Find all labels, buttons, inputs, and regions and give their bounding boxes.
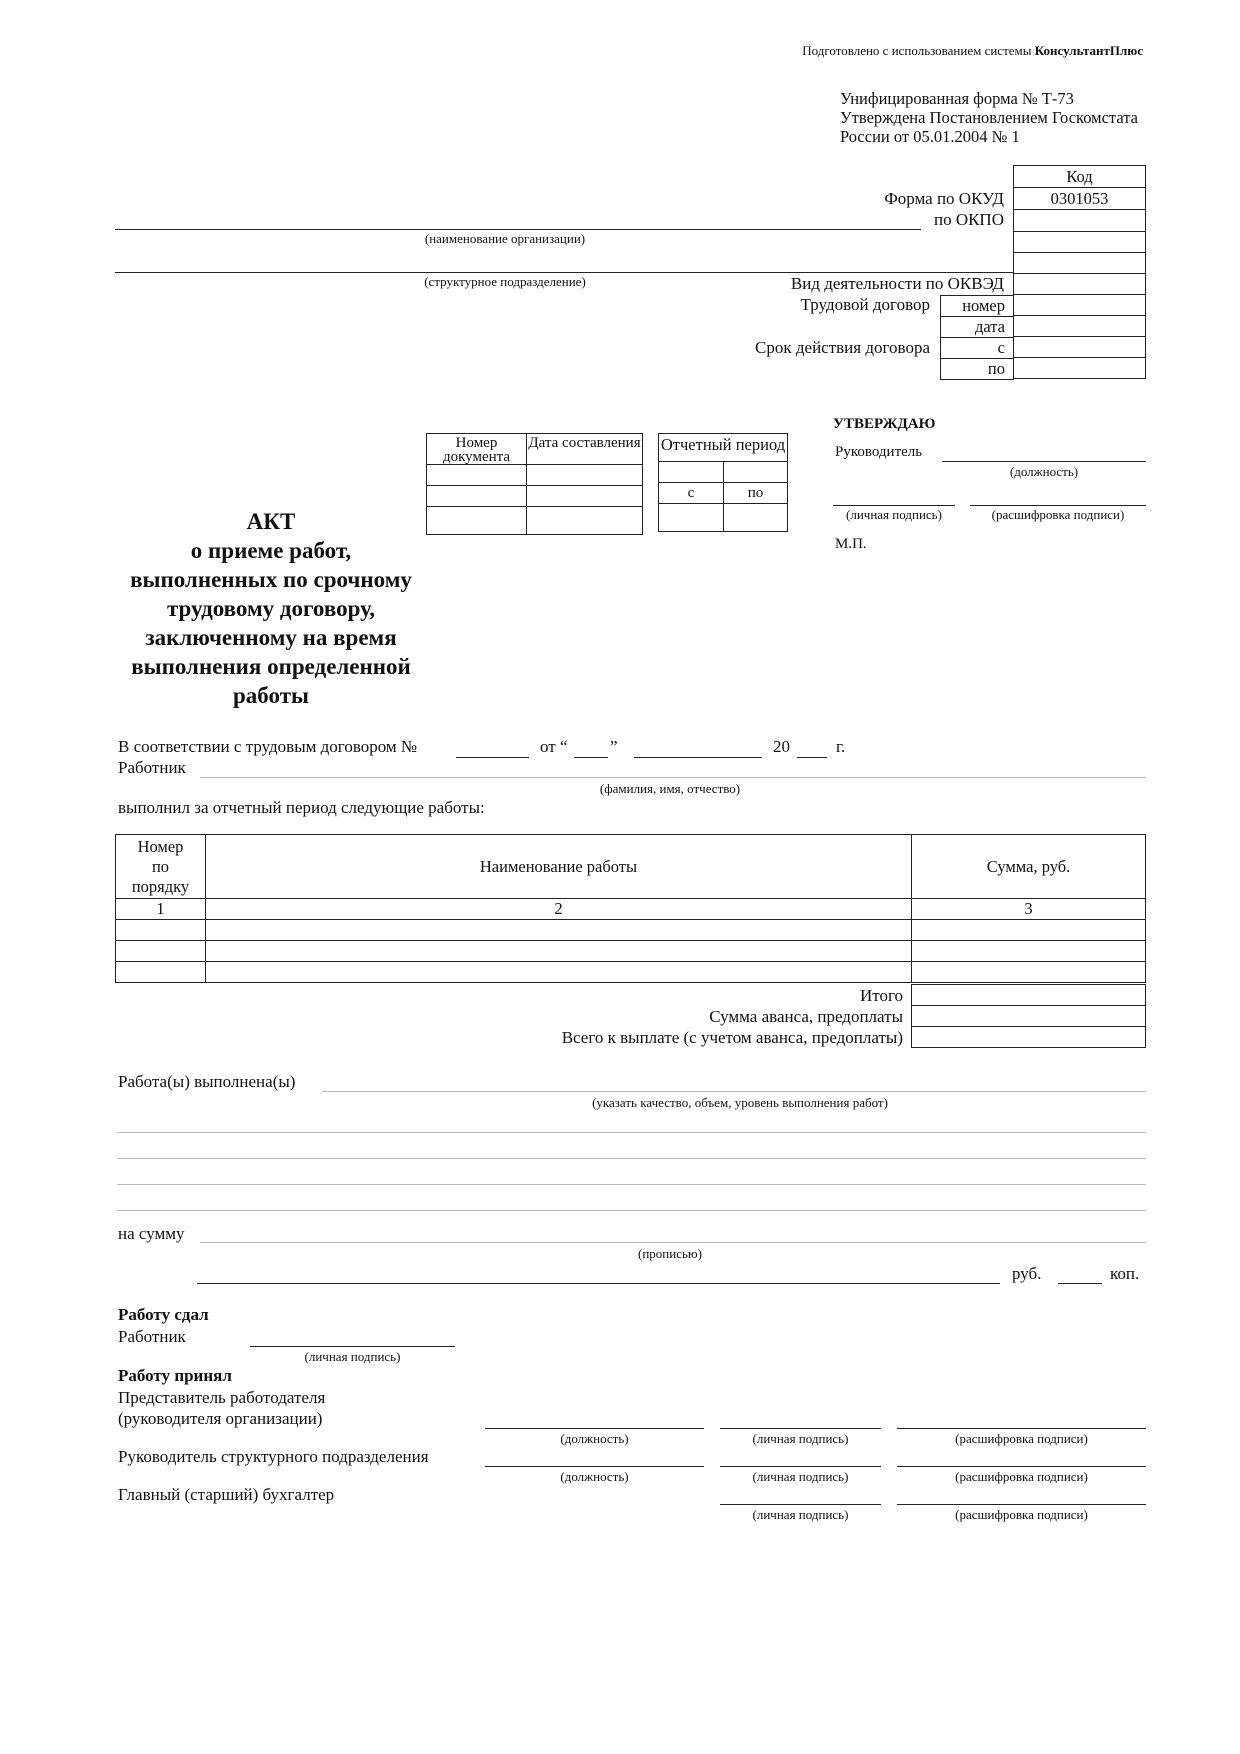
doc-number-cell[interactable] <box>427 486 527 507</box>
title-line: АКТ <box>246 509 296 534</box>
form-date: России от 05.01.2004 № 1 <box>840 127 1020 146</box>
col-work-name-header: Наименование работы <box>206 835 912 899</box>
year-suffix: г. <box>836 737 846 756</box>
accountant-decode-line[interactable] <box>897 1504 1146 1505</box>
row-number-cell[interactable] <box>116 920 206 941</box>
rub-label: руб. <box>1012 1264 1042 1283</box>
dept-head-position-line[interactable] <box>485 1466 704 1467</box>
rep-position-line[interactable] <box>485 1428 704 1429</box>
okpo-code[interactable] <box>1014 210 1146 232</box>
period-table <box>658 433 788 532</box>
title-line: заключенному на время <box>145 625 397 650</box>
table-row <box>116 920 1146 941</box>
accountant-signature-caption: (личная подпись) <box>752 1507 849 1522</box>
dept-head-position-caption: (должность) <box>560 1469 629 1484</box>
doc-date-cell[interactable] <box>527 507 643 535</box>
rep-decode-line[interactable] <box>897 1428 1146 1429</box>
work-done-label: Работа(ы) выполнена(ы) <box>118 1072 296 1091</box>
period-from-cell[interactable] <box>659 504 724 532</box>
number-label: номер <box>941 296 1014 317</box>
advance-label: Сумма аванса, предоплаты <box>709 1007 903 1026</box>
sum-words-line[interactable] <box>200 1242 1146 1243</box>
dept-head-signature-caption: (личная подпись) <box>752 1469 849 1484</box>
brand-name: КонсультантПлюс <box>1034 43 1143 58</box>
to-pay-label: Всего к выплате (с учетом аванса, предоплаты) <box>561 1028 903 1047</box>
kop-line[interactable] <box>1058 1283 1102 1284</box>
total-label: Итого <box>859 986 903 1005</box>
okud-label: Форма по ОКУД <box>884 189 1004 208</box>
words-caption: (прописью) <box>638 1246 702 1261</box>
kop-label: коп. <box>1110 1264 1140 1283</box>
contract-date-cell[interactable] <box>1014 316 1146 337</box>
fio-caption: (фамилия, имя, отчество) <box>599 781 741 796</box>
contract-number-cell[interactable] <box>1014 295 1146 316</box>
doc-date-cell[interactable] <box>527 486 643 507</box>
code-table <box>1013 165 1146 379</box>
row-number-cell[interactable] <box>116 941 206 962</box>
accepted-title: Работу принял <box>118 1366 232 1385</box>
works-table <box>115 834 1146 983</box>
dept-line[interactable] <box>115 272 1013 273</box>
description-line[interactable] <box>117 1184 1146 1185</box>
org-name-line[interactable] <box>115 229 921 230</box>
doc-date-header: Дата составления <box>527 434 643 465</box>
quality-caption: (указать качество, объем, уровень выполнения работ) <box>592 1095 888 1110</box>
col-number-header <box>116 835 206 899</box>
to-pay-cell[interactable] <box>912 1027 1146 1048</box>
sum-label: на сумму <box>118 1224 185 1243</box>
handed-title: Работу сдал <box>118 1305 209 1324</box>
dept-caption: (структурное подразделение) <box>424 274 586 289</box>
rep-position-caption: (должность) <box>560 1431 629 1446</box>
worker-label: Работник <box>118 758 186 777</box>
rep-signature-caption: (личная подпись) <box>752 1431 849 1446</box>
col-sum-header: Сумма, руб. <box>912 835 1146 899</box>
row-sum-cell[interactable] <box>912 920 1146 941</box>
okpo-label: по ОКПО <box>933 210 1004 229</box>
year-line[interactable] <box>797 757 827 758</box>
table-row <box>116 962 1146 983</box>
contract-number-line[interactable] <box>456 757 529 758</box>
stamp-place: М.П. <box>835 536 867 552</box>
worker-signature-caption: (личная подпись) <box>304 1349 401 1364</box>
row-work-cell[interactable] <box>206 962 912 983</box>
accountant-decode-caption: (расшифровка подписи) <box>955 1507 1088 1522</box>
to-label: по <box>941 359 1014 380</box>
code-header: Код <box>1014 166 1146 188</box>
position-caption: (должность) <box>1009 464 1079 479</box>
work-done-line[interactable] <box>322 1091 1146 1092</box>
accountant-signature-line[interactable] <box>720 1504 881 1505</box>
contract-subtable <box>940 295 1014 380</box>
row-work-cell[interactable] <box>206 920 912 941</box>
form-number: Унифицированная форма № Т-73 <box>840 89 1074 108</box>
decode-caption: (расшифровка подписи) <box>991 507 1125 522</box>
year-prefix: 20 <box>773 737 790 756</box>
employer-rep-line2: (руководителя организации) <box>118 1409 323 1428</box>
signature-caption: (личная подпись) <box>846 507 942 522</box>
document-title <box>110 507 432 710</box>
contract-prefix: В соответствии с трудовым договором № <box>118 737 418 756</box>
from-word: от “ <box>540 737 568 756</box>
from-label: с <box>941 338 1014 359</box>
title-line: работы <box>233 683 309 708</box>
row-sum-cell[interactable] <box>912 941 1146 962</box>
period-from-label: с <box>659 483 724 504</box>
okved-code[interactable] <box>1014 274 1146 295</box>
period-header: Отчетный период <box>659 434 788 462</box>
month-line[interactable] <box>634 757 762 758</box>
col-number-line: порядку <box>131 876 190 896</box>
okud-code: 0301053 <box>1014 188 1146 210</box>
col-number-line: по <box>151 856 170 876</box>
head-label: Руководитель <box>835 444 923 460</box>
term-to-cell[interactable] <box>1014 358 1146 379</box>
worker-signature-line[interactable] <box>250 1346 455 1347</box>
doc-date-cell[interactable] <box>527 465 643 486</box>
term-from-cell[interactable] <box>1014 337 1146 358</box>
col-number-line: Номер <box>137 836 184 856</box>
doc-number-header: Номер документа <box>427 434 527 465</box>
doc-number-cell[interactable] <box>427 507 527 535</box>
description-line[interactable] <box>117 1132 1146 1133</box>
accountant-label: Главный (старший) бухгалтер <box>118 1485 335 1504</box>
title-line: о приеме работ, <box>190 538 352 563</box>
org-caption: (наименование организации) <box>424 231 586 246</box>
row-work-cell[interactable] <box>206 941 912 962</box>
employer-rep-line1: Представитель работодателя <box>118 1388 326 1407</box>
rep-signature-line[interactable] <box>720 1428 881 1429</box>
title-line: выполненных по срочному <box>130 567 412 592</box>
description-line[interactable] <box>117 1210 1146 1211</box>
day-line[interactable] <box>574 757 608 758</box>
col-index: 2 <box>206 899 912 920</box>
period-to-label: по <box>724 483 788 504</box>
period-to-cell[interactable] <box>724 504 788 532</box>
head-position-line[interactable] <box>942 461 1146 462</box>
table-row <box>116 941 1146 962</box>
advance-cell[interactable] <box>912 1006 1146 1027</box>
period-cell[interactable] <box>724 462 788 483</box>
performed-text: выполнил за отчетный период следующие работы: <box>118 798 485 817</box>
prepared-with-notice <box>802 43 1143 59</box>
row-sum-cell[interactable] <box>912 962 1146 983</box>
term-label: Срок действия договора <box>755 338 930 357</box>
date-label: дата <box>941 317 1014 338</box>
form-approval: Утверждена Постановлением Госкомстата <box>840 108 1138 127</box>
dept-head-decode-caption: (расшифровка подписи) <box>955 1469 1088 1484</box>
approve-title: УТВЕРЖДАЮ <box>833 416 936 432</box>
form-info <box>840 89 1138 146</box>
handed-worker-label: Работник <box>118 1327 186 1346</box>
title-line: выполнения определенной <box>131 654 411 679</box>
sum-words-line-2[interactable] <box>197 1283 1000 1284</box>
total-cell[interactable] <box>912 985 1146 1006</box>
prepared-text: Подготовлено с использованием системы <box>802 43 1032 58</box>
okved-label: Вид деятельности по ОКВЭД <box>790 274 1004 293</box>
row-number-cell[interactable] <box>116 962 206 983</box>
totals-table <box>911 984 1146 1048</box>
period-cell[interactable] <box>659 462 724 483</box>
quote-close: ” <box>610 737 618 756</box>
description-line[interactable] <box>117 1158 1146 1159</box>
head-signature-line[interactable] <box>833 505 955 506</box>
doc-number-table <box>426 433 643 535</box>
contract-label: Трудовой договор <box>800 295 930 314</box>
col-index: 1 <box>116 899 206 920</box>
dept-head-signature-line[interactable] <box>720 1466 881 1467</box>
code-cell[interactable] <box>1014 232 1146 253</box>
dept-head-label: Руководитель структурного подразделения <box>118 1447 429 1466</box>
code-cell[interactable] <box>1014 253 1146 274</box>
worker-name-line[interactable] <box>200 777 1146 778</box>
rep-decode-caption: (расшифровка подписи) <box>955 1431 1088 1446</box>
doc-number-cell[interactable] <box>427 465 527 486</box>
col-index: 3 <box>912 899 1146 920</box>
dept-head-decode-line[interactable] <box>897 1466 1146 1467</box>
head-decode-line[interactable] <box>970 505 1146 506</box>
title-line: трудовому договору, <box>166 596 376 621</box>
